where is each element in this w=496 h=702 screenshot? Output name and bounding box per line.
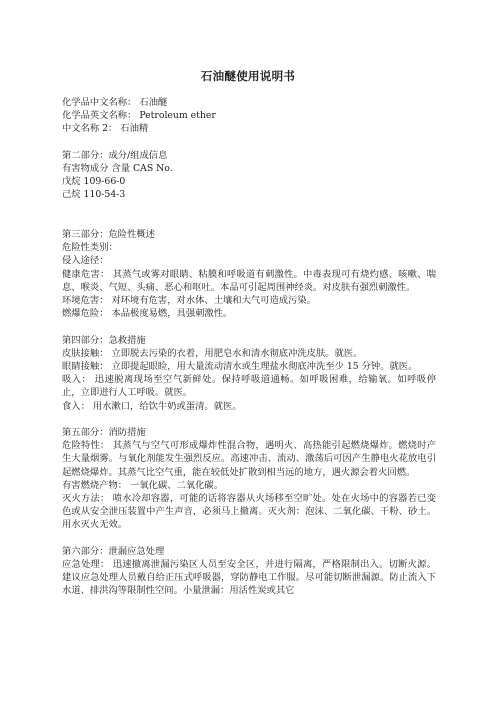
eye-contact-paragraph: 眼睛接触： 立即提起眼睑，用大量流动清水或生理盐水彻底冲洗至少 15 分钟。就医。 [62, 361, 418, 373]
section-heading-fire-fighting: 第五部分：消防措施 [62, 427, 146, 439]
combustion-products-paragraph: 有害燃烧产物： 一氧化碳、二氧化碳。 [62, 479, 224, 491]
alias-name-line: 中文名称 2： 石油精 [62, 123, 149, 135]
composition-row-pentane: 戊烷 109-66-0 [62, 176, 126, 188]
inhalation-paragraph: 吸入： 迅速脱离现场至空气新鲜处。保持呼吸道通畅。如呼吸困难，给输氧。如呼吸停止，立即进行人工呼吸。就医。 [62, 374, 436, 399]
section-heading-hazards: 第三部分：危险性概述 [62, 229, 155, 240]
emergency-handling-paragraph: 应急处理： 迅速撤离泄漏污染区人员至安全区，并进行隔离，严格限制出入。切断火源。建议应急处理人员戴自给正压式呼吸器，穿防静电工作服。尽可能切断泄漏源。防止流入下水道、排洪沟等限制性空间。小量泄漏：用活性炭或其它 [62, 559, 436, 597]
document-body [62, 96, 436, 598]
composition-header-row: 有害物成分 含量 CAS No. [62, 163, 173, 174]
composition-row-hexane: 己烷 110-54-3 [62, 189, 126, 201]
section-heading-first-aid: 第四部分：急救措施 [62, 334, 146, 346]
environment-hazard-paragraph: 环境危害： 对环境有危害，对水体、土壤和大气可造成污染。 [62, 295, 316, 307]
section-heading-leak-response: 第六部分：泄漏应急处理 [62, 545, 165, 557]
skin-contact-paragraph: 皮肤接触： 立即脱去污染的衣着，用肥皂水和清水彻底冲洗皮肤。就医。 [62, 347, 363, 359]
danger-characteristics-paragraph: 危险特性： 其蒸气与空气可形成爆炸性混合物，遇明火、高热能引起燃烧爆炸。燃烧时产生大量烟雾。与氧化剂能发生强烈反应。高速冲击、流动、激荡后可因产生静电火花放电引起燃烧爆炸。其蒸气比空气重，能在较低处扩散到相当远的地方，遇火源会着火回燃。 [62, 440, 436, 478]
ingestion-paragraph: 食入： 用水漱口，给饮牛奶或蛋清。就医。 [62, 400, 242, 412]
hazard-category: 危险性类别： [62, 242, 118, 254]
section-heading-composition: 第二部分：成分/组成信息 [62, 149, 168, 161]
health-hazard-paragraph: 健康危害： 其蒸气或雾对眼睛、粘膜和呼吸道有刺激性。中毒表现可有烧灼感、咳嗽、喘息、喉炎、气短、头痛、恶心和呕吐。本品可引起周围神经炎。对皮肤有强烈刺激性。 [62, 268, 436, 293]
fire-hazard-paragraph: 燃爆危险： 本品极度易燃，具强刺激性。 [62, 308, 233, 320]
document-title: 石油醚使用说明书 [200, 69, 296, 83]
extinguishing-method-paragraph: 灭火方法： 喷水冷却容器，可能的话将容器从火场移至空旷处。处在火场中的容器若已变色或从安全泄压装置中产生声音，必须马上撤离。灭火剂：泡沫、二氧化碳、干粉、砂土。用水灭火无效。 [62, 493, 436, 531]
chinese-name-line: 化学品中文名称： 石油醚 [62, 97, 168, 108]
english-name-line: 化学品英文名称： Petroleum ether [62, 110, 216, 122]
exposure-route: 侵入途径： [62, 255, 109, 267]
